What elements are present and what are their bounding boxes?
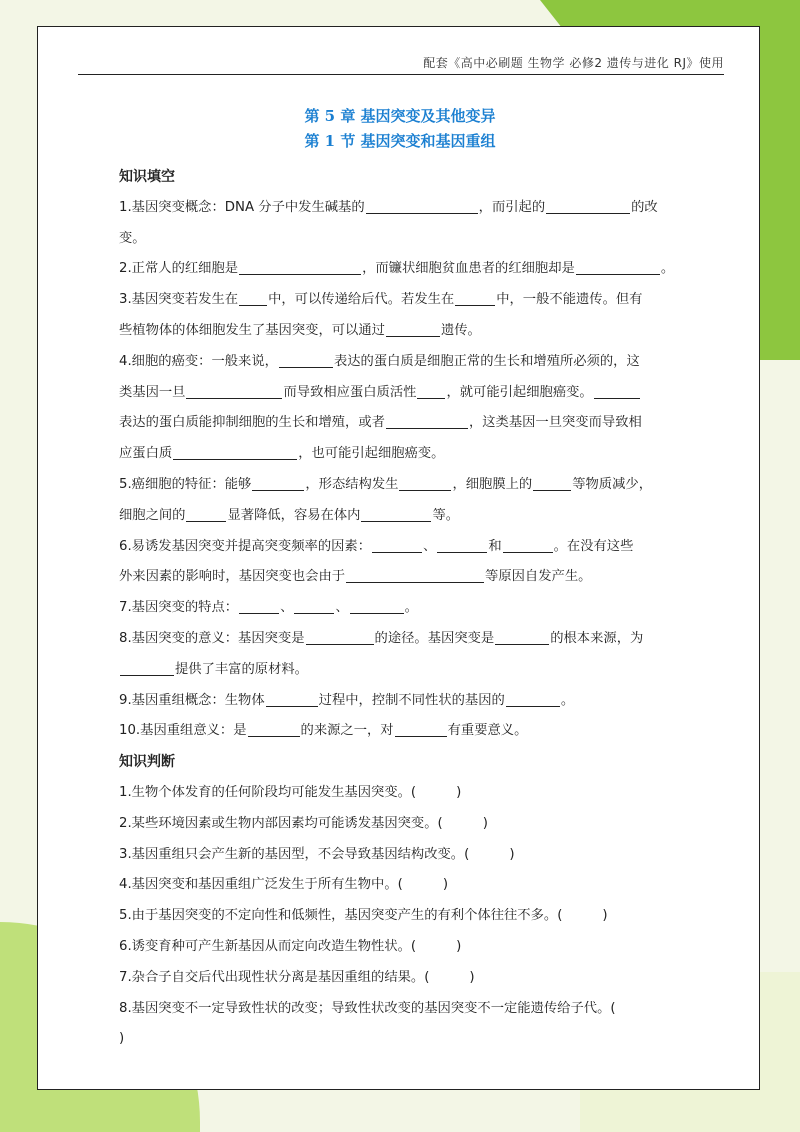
answer-blank[interactable] <box>594 383 640 399</box>
fill-question-3: 3.基因突变若发生在 中，可以传递给后代。若发生在 中，一般不能遗传。但有 些植物体的体细胞发生了基因突变，可以通过 遗传。 <box>119 292 643 338</box>
answer-blank[interactable] <box>346 567 484 583</box>
fill-question-8: 8.基因突变的意义：基因突变是 的途径。基因突变是 的根本来源，为 提供了丰富的原材料。 <box>119 630 644 677</box>
judge-item: 4.基因突变和基因重组广泛发生于所有生物中。( ) <box>119 877 449 893</box>
answer-blank[interactable] <box>372 537 422 553</box>
chapter-title: 第 5 章 基因突变及其他变异 <box>304 107 496 125</box>
answer-blank[interactable] <box>266 691 318 707</box>
answer-blank[interactable] <box>455 290 495 306</box>
answer-blank[interactable] <box>503 537 553 553</box>
answer-blank[interactable] <box>386 413 468 429</box>
answer-blank[interactable] <box>120 660 174 676</box>
judge-item: 1.生物个体发育的任何阶段均可能发生基因突变。( ) <box>119 784 462 800</box>
answer-blank[interactable] <box>366 198 478 214</box>
answer-blank[interactable] <box>576 259 660 275</box>
answer-blank[interactable] <box>239 290 267 306</box>
answer-blank[interactable] <box>239 259 361 275</box>
fill-question-6: 6.易诱发基因突变并提高突变频率的因素： 、 和 。在没有这些 外来因素的影响时，基因突变也会由于 等原因自发产生。 <box>119 538 634 585</box>
judge-item: 8.基因突变不一定导致性状的改变；导致性状改变的基因突变不一定能遗传给子代。( ) <box>119 1000 616 1047</box>
fill-question-5: 5.癌细胞的特征：能够 ，形态结构发生 ，细胞膜上的 等物质减少， 细胞之间的 显著降低，容易在体内 等。 <box>119 476 652 523</box>
answer-blank[interactable] <box>248 721 300 737</box>
answer-blank[interactable] <box>417 383 445 399</box>
page-header: 配套《高中必刷题 生物学 必修2 遗传与进化 RJ》使用 <box>78 54 724 75</box>
judge-item: 3.基因重组只会产生新的基因型，不会导致基因结构改变。( ) <box>119 846 515 862</box>
fill-question-2: 2.正常人的红细胞是 ，而镰状细胞贫血患者的红细胞却是 。 <box>119 261 675 277</box>
judge-item: 6.诱变育种可产生新基因从而定向改造生物性状。( ) <box>119 938 462 954</box>
answer-blank[interactable] <box>533 475 571 491</box>
judge-item: 7.杂合子自交后代出现性状分离是基因重组的结果。( ) <box>119 969 475 985</box>
fill-question-10: 10.基因重组意义：是 的来源之一，对 有重要意义。 <box>119 723 528 739</box>
fill-question-7: 7.基因突变的特点： 、 、 。 <box>119 600 418 616</box>
answer-blank[interactable] <box>252 475 304 491</box>
answer-blank[interactable] <box>506 691 560 707</box>
fill-section-heading: 知识填空 <box>119 169 175 185</box>
answer-blank[interactable] <box>437 537 487 553</box>
judge-item: 2.某些环境因素或生物内部因素均可能诱发基因突变。( ) <box>119 815 488 831</box>
section-title: 第 1 节 基因突变和基因重组 <box>304 132 496 150</box>
fill-question-9: 9.基因重组概念：生物体 过程中，控制不同性状的基因的 。 <box>119 692 575 708</box>
answer-blank[interactable] <box>186 383 282 399</box>
answer-blank[interactable] <box>546 198 630 214</box>
answer-blank[interactable] <box>173 444 297 460</box>
answer-blank[interactable] <box>495 629 549 645</box>
fill-question-1: 1.基因突变概念：DNA 分子中发生碱基的 ，而引起的 的改 变。 <box>119 199 658 246</box>
answer-blank[interactable] <box>294 598 334 614</box>
answer-blank[interactable] <box>350 598 404 614</box>
answer-blank[interactable] <box>361 506 431 522</box>
judge-section-heading: 知识判断 <box>119 754 175 771</box>
answer-blank[interactable] <box>386 321 440 337</box>
worksheet-content <box>119 162 679 1055</box>
answer-blank[interactable] <box>239 598 279 614</box>
answer-blank[interactable] <box>279 352 333 368</box>
answer-blank[interactable] <box>306 629 374 645</box>
answer-blank[interactable] <box>395 721 447 737</box>
answer-blank[interactable] <box>399 475 451 491</box>
fill-question-4: 4.细胞的癌变：一般来说， 表达的蛋白质是细胞正常的生长和增殖所必须的，这 类基因一旦 而导致相应蛋白质活性 ，就可能引起细胞癌变。 表达的蛋白质能抑制细胞的生长和增殖，或者 ，这类基因一旦突变而导致相 应蛋白质 ，也可能引起细胞癌变。 <box>119 353 642 462</box>
judge-item: 5.由于基因突变的不定向性和低频性，基因突变产生的有利个体往往不多。( ) <box>119 908 608 924</box>
answer-blank[interactable] <box>186 506 226 522</box>
